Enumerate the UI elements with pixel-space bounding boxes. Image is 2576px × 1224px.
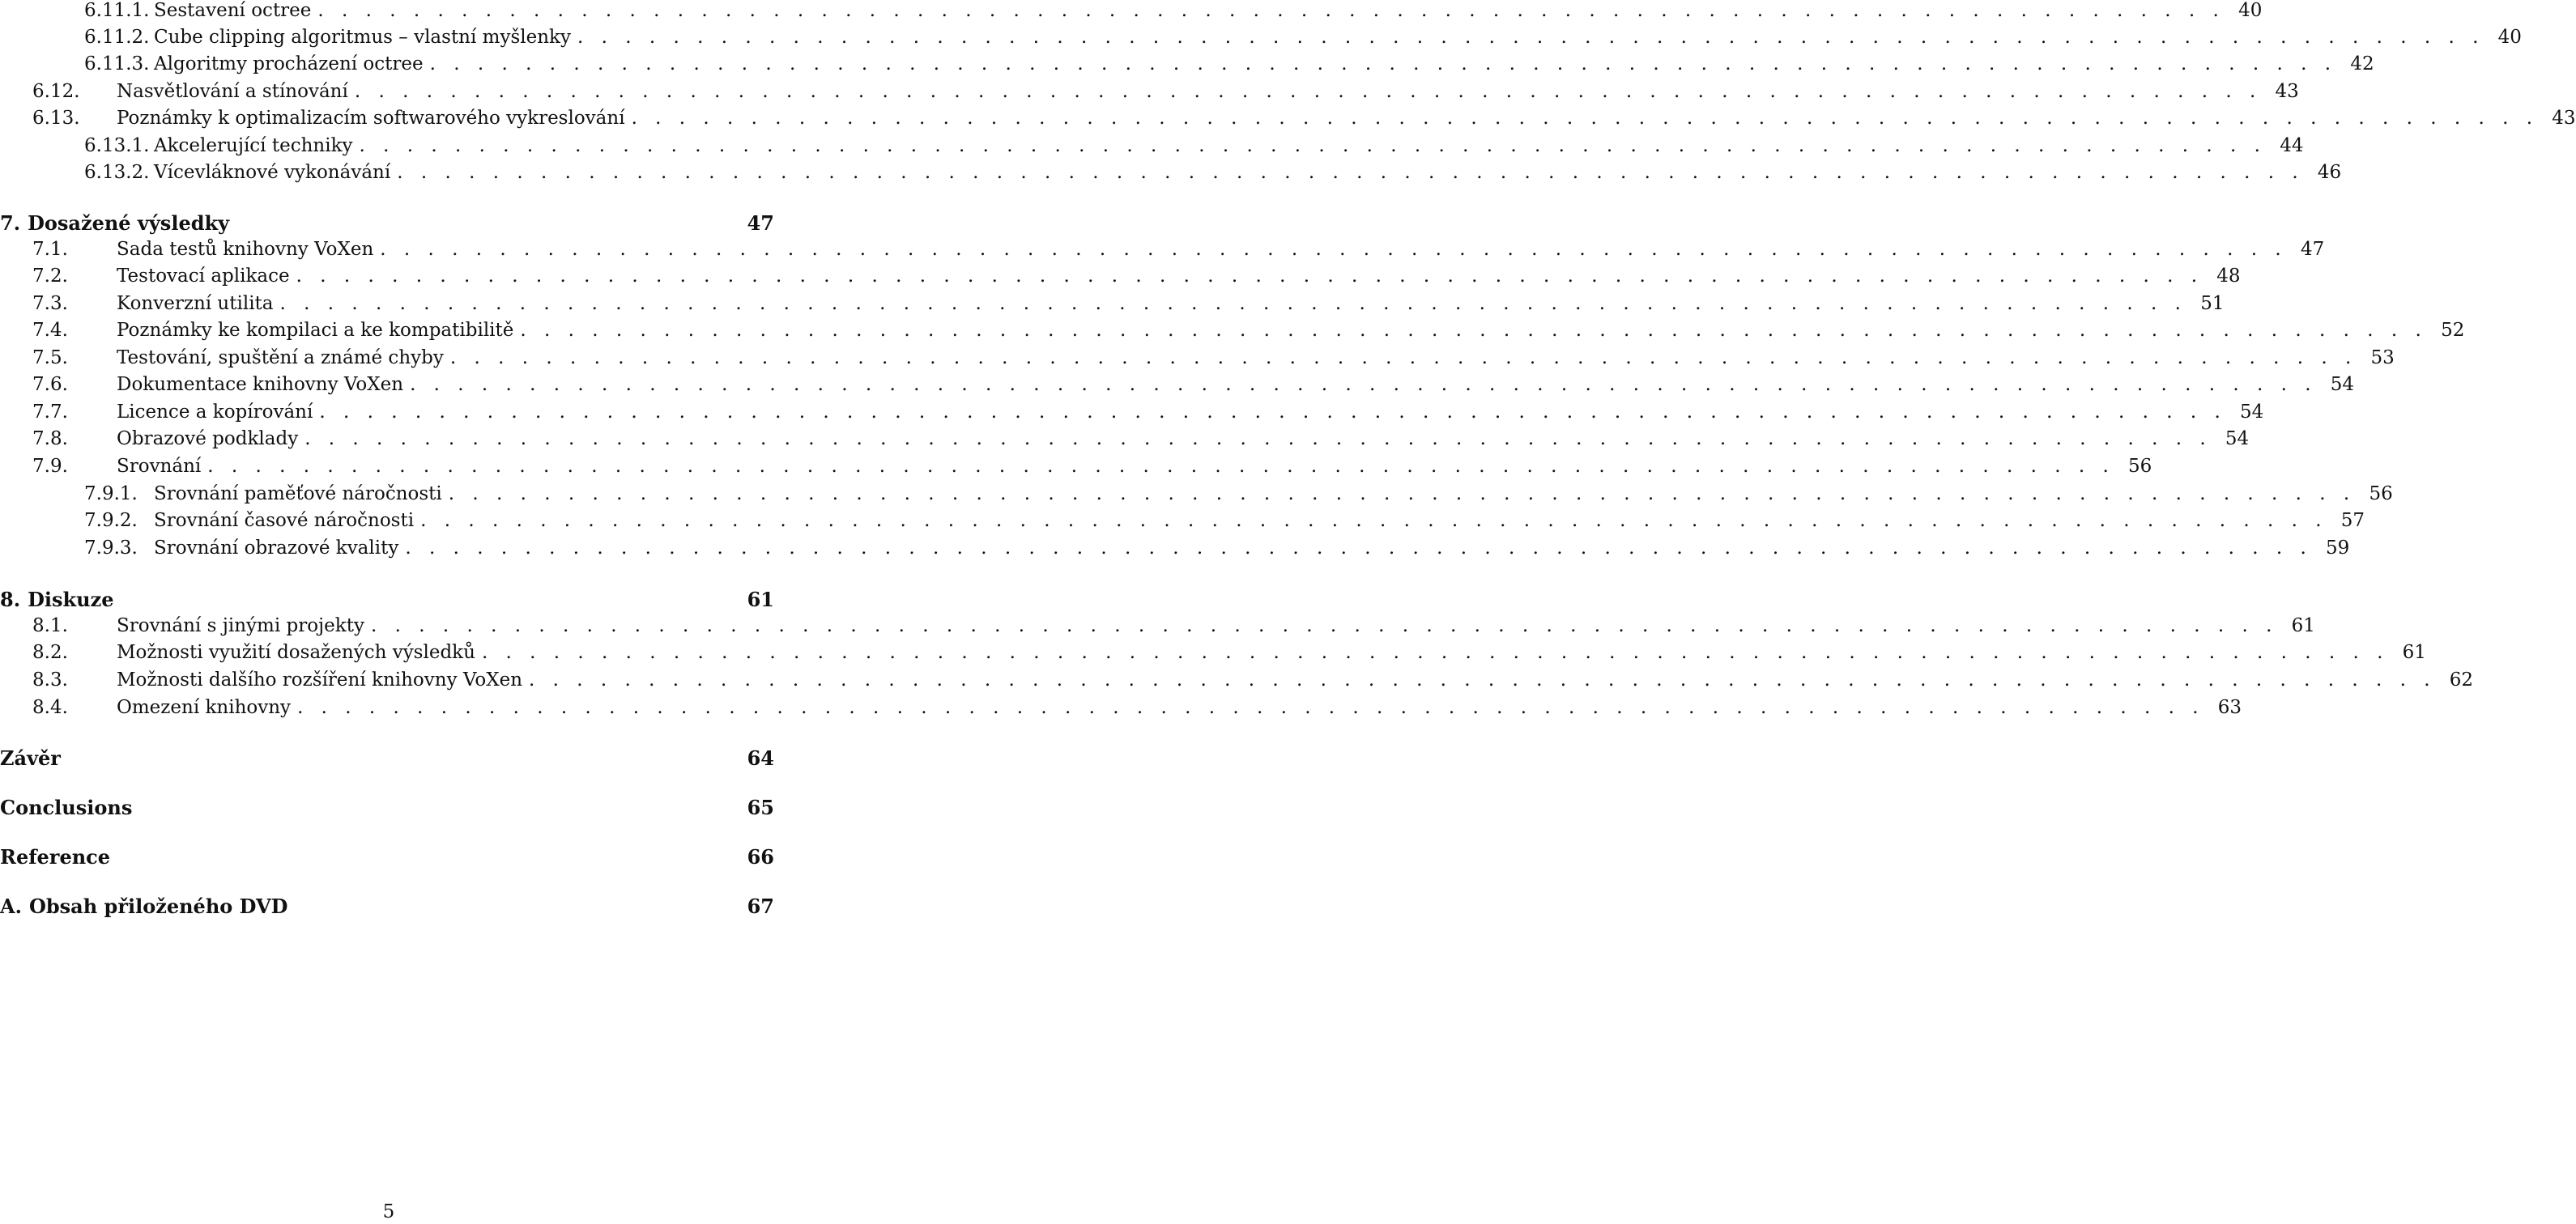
toc-entry[interactable] [32, 456, 2152, 482]
toc-page-number: 59 [2326, 538, 2350, 559]
toc-entry[interactable] [32, 428, 2250, 454]
toc-title: Sestavení octree [154, 0, 312, 21]
toc-leader-dots: . . . . . . . . . . . . . . . . . . . . . . . . . . . . . . . . . . . . . . . . . . . . . . . . . . . . . . . . . . . . . . . . . . . . . . . . . . . . . . . . [319, 402, 2227, 423]
toc-number: 7.9.1. [84, 483, 138, 504]
toc-page-number: 54 [2240, 402, 2264, 423]
toc-page-number: 42 [2350, 53, 2374, 74]
toc-title: Testování, spuštění a známé chyby [117, 347, 444, 368]
toc-entry[interactable] [84, 53, 2374, 79]
toc-entry[interactable] [32, 239, 2325, 265]
toc-leader-dots: . . . . . . . . . . . . . . . . . . . . . . . . . . . . . . . . . . . . . . . . . . . . . . . . . . . . . . . . . . . . . . . . . . . . . . . . . . . . . . . . [354, 81, 2262, 102]
toc-chapter[interactable] [0, 588, 774, 614]
toc-title: Reference [0, 845, 111, 869]
toc-number: 7. [0, 211, 21, 235]
toc-number: 7.4. [32, 320, 68, 341]
toc-page-number: 44 [2280, 135, 2304, 156]
toc-page-number: 52 [2441, 320, 2465, 341]
toc-chapter[interactable] [0, 796, 774, 822]
toc-entry[interactable] [32, 669, 2474, 695]
toc-page-number: 61 [747, 588, 774, 611]
toc-title: Srovnání obrazové kvality [154, 538, 399, 559]
toc-number: 7.5. [32, 347, 68, 368]
toc-page-number: 40 [2238, 0, 2263, 21]
toc-leader-dots: . . . . . . . . . . . . . . . . . . . . . . . . . . . . . . . . . . . . . . . . . . . . . . . . . . . . . . . . . . . . . . . . . . . . . . . . . . . . . . . . [304, 428, 2212, 449]
toc-number: 6.11.2. [84, 27, 150, 48]
toc-leader-dots: . . . . . . . . . . . . . . . . . . . . . . . . . . . . . . . . . . . . . . . . . . . . . . . . . . . . . . . . . . . . . . . . . . . . . . . . . . . . . . . . [529, 669, 2437, 691]
toc-entry[interactable] [84, 135, 2304, 161]
toc-page-number: 62 [2449, 669, 2474, 691]
toc-entry[interactable] [84, 483, 2393, 509]
toc-page-number: 61 [2402, 642, 2426, 663]
toc-number: 7.7. [32, 402, 68, 423]
toc-leader-dots: . . . . . . . . . . . . . . . . . . . . . . . . . . . . . . . . . . . . . . . . . . . . . . . . . . . . . . . . . . . . . . . . . . . . . . . . . . . . . . . . [429, 53, 2337, 74]
toc-title: Diskuze [28, 588, 114, 611]
toc-title: Poznámky k optimalizacím softwarového vykreslování [117, 108, 625, 129]
toc-number: 8.1. [32, 615, 68, 636]
toc-page-number: 56 [2127, 456, 2152, 477]
toc-title: Obsah přiloženého DVD [28, 895, 288, 918]
toc-page-number: 57 [2340, 510, 2365, 531]
toc-leader-dots: . . . . . . . . . . . . . . . . . . . . . . . . . . . . . . . . . . . . . . . . . . . . . . . . . . . . . . . . . . . . . . . . . . . . . . . . . . . . . . . . [380, 239, 2288, 260]
toc-leader-dots: . . . . . . . . . . . . . . . . . . . . . . . . . . . . . . . . . . . . . . . . . . . . . . . . . . . . . . . . . . . . . . . . . . . . . . . . . . . . . . . . [317, 0, 2225, 21]
toc-entry[interactable] [32, 615, 2315, 641]
toc-number: 7.9. [32, 456, 68, 477]
toc-page-number: 51 [2200, 293, 2225, 314]
toc-number: 7.3. [32, 293, 68, 314]
toc-entry[interactable] [32, 374, 2355, 400]
toc-page-number: 54 [2330, 374, 2355, 395]
toc-number: 8. [0, 588, 21, 611]
toc-leader-dots: . . . . . . . . . . . . . . . . . . . . . . . . . . . . . . . . . . . . . . . . . . . . . . . . . . . . . . . . . . . . . . . . . . . . . . . . . . . . . . . . [359, 135, 2267, 156]
toc-title: Testovací aplikace [117, 266, 290, 287]
toc-leader-dots: . . . . . . . . . . . . . . . . . . . . . . . . . . . . . . . . . . . . . . . . . . . . . . . . . . . . . . . . . . . . . . . . . . . . . . . . . . . . . . . . [297, 697, 2205, 718]
toc-page-number: 64 [747, 746, 774, 770]
toc-number: 6.12. [32, 81, 80, 102]
toc-leader-dots: . . . . . . . . . . . . . . . . . . . . . . . . . . . . . . . . . . . . . . . . . . . . . . . . . . . . . . . . . . . . . . . . . . . . . . . . . . . . . . . . [207, 456, 2115, 477]
toc-entry[interactable] [32, 81, 2299, 107]
toc-leader-dots: . . . . . . . . . . . . . . . . . . . . . . . . . . . . . . . . . . . . . . . . . . . . . . . . . . . . . . . . . . . . . . . . . . . . . . . . . . . . . . . . [370, 615, 2278, 636]
toc-title: Algoritmy procházení octree [154, 53, 424, 74]
toc-number: 8.2. [32, 642, 68, 663]
toc-leader-dots: . . . . . . . . . . . . . . . . . . . . . . . . . . . . . . . . . . . . . . . . . . . . . . . . . . . . . . . . . . . . . . . . . . . . . . . . . . . . . . . . [631, 108, 2539, 129]
toc-page-number: 65 [747, 796, 774, 819]
toc-title: Srovnání paměťové náročnosti [154, 483, 442, 504]
toc-page-number: 63 [2217, 697, 2242, 718]
toc-number: 6.11.3. [84, 53, 150, 74]
toc-title: Srovnání s jinými projekty [117, 615, 364, 636]
toc-chapter[interactable] [0, 746, 774, 772]
toc-leader-dots: . . . . . . . . . . . . . . . . . . . . . . . . . . . . . . . . . . . . . . . . . . . . . . . . . . . . . . . . . . . . . . . . . . . . . . . . . . . . . . . . [448, 483, 2356, 504]
toc-title: Sada testů knihovny VoXen [117, 239, 374, 260]
toc-title: Konverzní utilita [117, 293, 274, 314]
toc-entry[interactable] [32, 320, 2465, 346]
toc-entry[interactable] [84, 510, 2365, 536]
toc-title: Poznámky ke kompilaci a ke kompatibilitě [117, 320, 514, 341]
toc-page-number: 46 [2317, 162, 2342, 183]
page-number: 5 [382, 1201, 395, 1222]
toc-number: A. [0, 895, 22, 918]
toc-entry[interactable] [32, 266, 2241, 291]
toc-page-number: 67 [747, 895, 774, 918]
toc-number: 8.4. [32, 697, 68, 718]
toc-title: Cube clipping algoritmus – vlastní myšlenky [154, 27, 571, 48]
toc-chapter[interactable] [0, 895, 774, 920]
toc-number: 7.1. [32, 239, 68, 260]
toc-number: 7.6. [32, 374, 68, 395]
toc-page-number: 53 [2370, 347, 2395, 368]
toc-page-number: 66 [747, 845, 774, 869]
toc-entry[interactable] [32, 402, 2264, 427]
toc-page-number: 56 [2369, 483, 2393, 504]
toc-title: Nasvětlování a stínování [117, 81, 348, 102]
toc-number: 6.13.1. [84, 135, 150, 156]
toc-leader-dots: . . . . . . . . . . . . . . . . . . . . . . . . . . . . . . . . . . . . . . . . . . . . . . . . . . . . . . . . . . . . . . . . . . . . . . . . . . . . . . . . [296, 266, 2203, 287]
toc-page-number: 54 [2225, 428, 2250, 449]
toc-entry[interactable] [32, 697, 2242, 723]
toc-title: Možnosti využití dosažených výsledků [117, 642, 475, 663]
toc-number: 6.13.2. [84, 162, 150, 183]
toc-entry[interactable] [32, 293, 2225, 319]
toc-leader-dots: . . . . . . . . . . . . . . . . . . . . . . . . . . . . . . . . . . . . . . . . . . . . . . . . . . . . . . . . . . . . . . . . . . . . . . . . . . . . . . . . [449, 347, 2357, 368]
toc-title: Možnosti dalšího rozšíření knihovny VoXen [117, 669, 523, 691]
toc-page-number: 43 [2552, 108, 2576, 129]
toc-chapter[interactable] [0, 845, 774, 871]
toc-entry[interactable] [84, 0, 2263, 26]
toc-number: 7.9.3. [84, 538, 138, 559]
toc-leader-dots: . . . . . . . . . . . . . . . . . . . . . . . . . . . . . . . . . . . . . . . . . . . . . . . . . . . . . . . . . . . . . . . . . . . . . . . . . . . . . . . . [397, 162, 2305, 183]
toc-title: Dokumentace knihovny VoXen [117, 374, 404, 395]
toc-leader-dots: . . . . . . . . . . . . . . . . . . . . . . . . . . . . . . . . . . . . . . . . . . . . . . . . . . . . . . . . . . . . . . . . . . . . . . . . . . . . . . . . [405, 538, 2313, 559]
toc-number: 7.9.2. [84, 510, 138, 531]
toc-chapter[interactable] [0, 211, 774, 237]
toc-entry[interactable] [84, 538, 2350, 563]
toc-number: 7.8. [32, 428, 68, 449]
toc-leader-dots: . . . . . . . . . . . . . . . . . . . . . . . . . . . . . . . . . . . . . . . . . . . . . . . . . . . . . . . . . . . . . . . . . . . . . . . . . . . . . . . . [410, 374, 2318, 395]
toc-title: Vícevláknové vykonávání [154, 162, 391, 183]
toc-leader-dots: . . . . . . . . . . . . . . . . . . . . . . . . . . . . . . . . . . . . . . . . . . . . . . . . . . . . . . . . . . . . . . . . . . . . . . . . . . . . . . . . [577, 27, 2484, 48]
toc-title: Conclusions [0, 796, 133, 819]
toc-title: Závěr [0, 746, 61, 770]
toc-entry[interactable] [84, 162, 2342, 188]
toc-entry[interactable] [84, 27, 2522, 53]
toc-entry[interactable] [32, 347, 2395, 373]
toc-page-number: 43 [2275, 81, 2299, 102]
toc-title: Omezení knihovny [117, 697, 292, 718]
toc-title: Akcelerující techniky [154, 135, 353, 156]
toc-entry[interactable] [32, 642, 2426, 668]
toc-page-number: 40 [2497, 27, 2522, 48]
toc-title: Obrazové podklady [117, 428, 299, 449]
toc-title: Srovnání časové náročnosti [154, 510, 415, 531]
toc-title: Dosažené výsledky [28, 211, 230, 235]
toc-leader-dots: . . . . . . . . . . . . . . . . . . . . . . . . . . . . . . . . . . . . . . . . . . . . . . . . . . . . . . . . . . . . . . . . . . . . . . . . . . . . . . . . [420, 510, 2328, 531]
toc-page-number: 47 [747, 211, 774, 235]
toc-title: Srovnání [117, 456, 202, 477]
toc-leader-dots: . . . . . . . . . . . . . . . . . . . . . . . . . . . . . . . . . . . . . . . . . . . . . . . . . . . . . . . . . . . . . . . . . . . . . . . . . . . . . . . . [520, 320, 2428, 341]
toc-number: 7.2. [32, 266, 68, 287]
toc-page-number: 48 [2216, 266, 2241, 287]
toc-page-number: 61 [2291, 615, 2315, 636]
toc-leader-dots: . . . . . . . . . . . . . . . . . . . . . . . . . . . . . . . . . . . . . . . . . . . . . . . . . . . . . . . . . . . . . . . . . . . . . . . . . . . . . . . . [279, 293, 2187, 314]
toc-number: 6.11.1. [84, 0, 150, 21]
toc-page-number: 47 [2300, 239, 2325, 260]
toc-number: 6.13. [32, 108, 80, 129]
toc-entry[interactable] [32, 108, 2576, 134]
toc-leader-dots: . . . . . . . . . . . . . . . . . . . . . . . . . . . . . . . . . . . . . . . . . . . . . . . . . . . . . . . . . . . . . . . . . . . . . . . . . . . . . . . . [481, 642, 2389, 663]
toc-number: 8.3. [32, 669, 68, 691]
toc-title: Licence a kopírování [117, 402, 313, 423]
